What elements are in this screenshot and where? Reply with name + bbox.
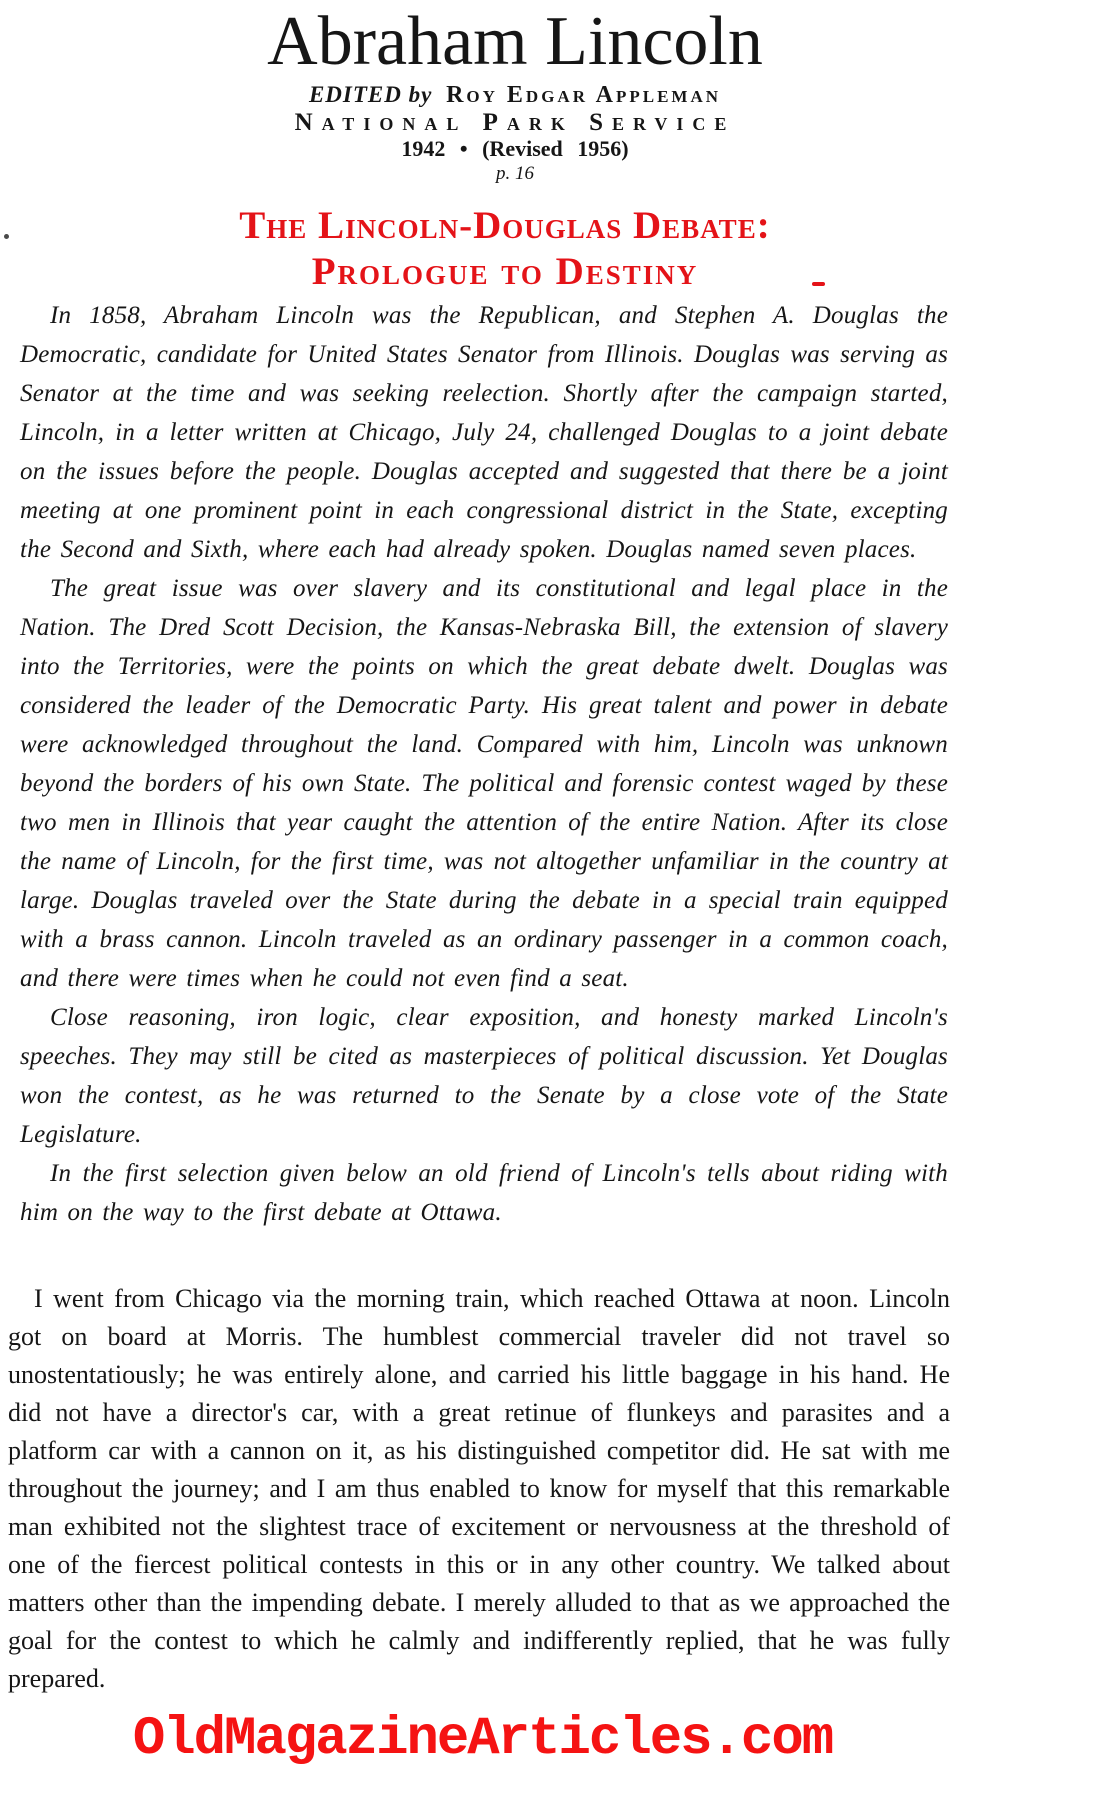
organization-line: National Park Service [294,109,736,136]
intro-paragraph: The great issue was over slavery and its constitutional and legal place in the Nation. The Dred Scott Decision, the Kansas-Nebraska Bill, the extension of slavery into the Territories, were the points on which the great debate dwelt. Douglas was considered the leader of the Democratic Party. His great talent and power in debate were acknowledged throughout the land. Compared with him, Lincoln was unknown beyond the borders of his own State. The political and forensic contest waged by these two men in Illinois that year caught the attention of the entire Nation. After its close the name of Lincoln, for the first time, was not altogether unfamiliar in the country at large. Douglas traveled over the State during the debate in a special train equipped with a brass cannon. Lincoln traveled as an ordinary passenger in a common coach, and there were times when he could not even find a seat. [20,575,948,992]
edition-line: 1942 • (Revised 1956) [401,136,629,161]
watermark-text: OldMagazineArticles.com [132,1709,833,1770]
intro-paragraph: Close reasoning, iron logic, clear exposition, and honesty marked Lincoln's speeches. They may still be cited as masterpieces of political discussion. Yet Douglas won the contest, as he was returned to the Senate by a close vote of the State Legislature. [20,1004,948,1148]
scan-artifact-dash [812,282,825,286]
editor-line [0,82,1030,108]
editor-name: Roy Edgar Appleman [446,82,722,108]
article-heading [0,202,1010,294]
reading-section [8,1280,950,1698]
intro-section [20,296,948,1232]
article-heading-line-1: The Lincoln-Douglas Debate: [239,204,771,247]
body-paragraph: I went from Chicago via the morning train, which reached Ottawa at noon. Lincoln got on board at Morris. The humblest commercial traveler did not travel so unostentatiously; he was entirely alone, and carried his little baggage in his hand. He did not have a director's car, with a great retinue of flunkeys and parasites and a platform car with a cannon on it, as his distinguished competitor did. He sat with me throughout the journey; and I am thus enabled to know for myself that this remarkable man exhibited not the slightest trace of excitement or nervousness at the threshold of one of the fiercest political contests in this or in any other country. We talked about matters other than the impending debate. I merely alluded to that as we approached the goal for the contest to which he calmly and indifferently replied, that he was fully prepared. [8,1284,950,1693]
page-title: Abraham Lincoln [267,3,763,80]
scan-artifact-dot [4,234,9,239]
intro-paragraph: In 1858, Abraham Lincoln was the Republican, and Stephen A. Douglas the Democratic, candidate for United States Senator from Illinois. Douglas was serving as Senator at the time and was seeking reelection. Shortly after the campaign started, Lincoln, in a letter written at Chicago, July 24, challenged Douglas to a joint debate on the issues before the people. Douglas accepted and suggested that there be a joint meeting at one prominent point in each congressional district in the State, excepting the Second and Sixth, where each had already spoken. Douglas named seven places. [20,302,948,563]
edited-by-prefix: EDITED by [308,82,433,107]
page-number: p. 16 [496,163,534,184]
article-heading-line-2: Prologue to Destiny [311,250,699,293]
intro-paragraph: In the first selection given below an old friend of Lincoln's tells about riding with him on the way to the first debate at Ottawa. [20,1160,948,1226]
document-header [0,3,1030,184]
